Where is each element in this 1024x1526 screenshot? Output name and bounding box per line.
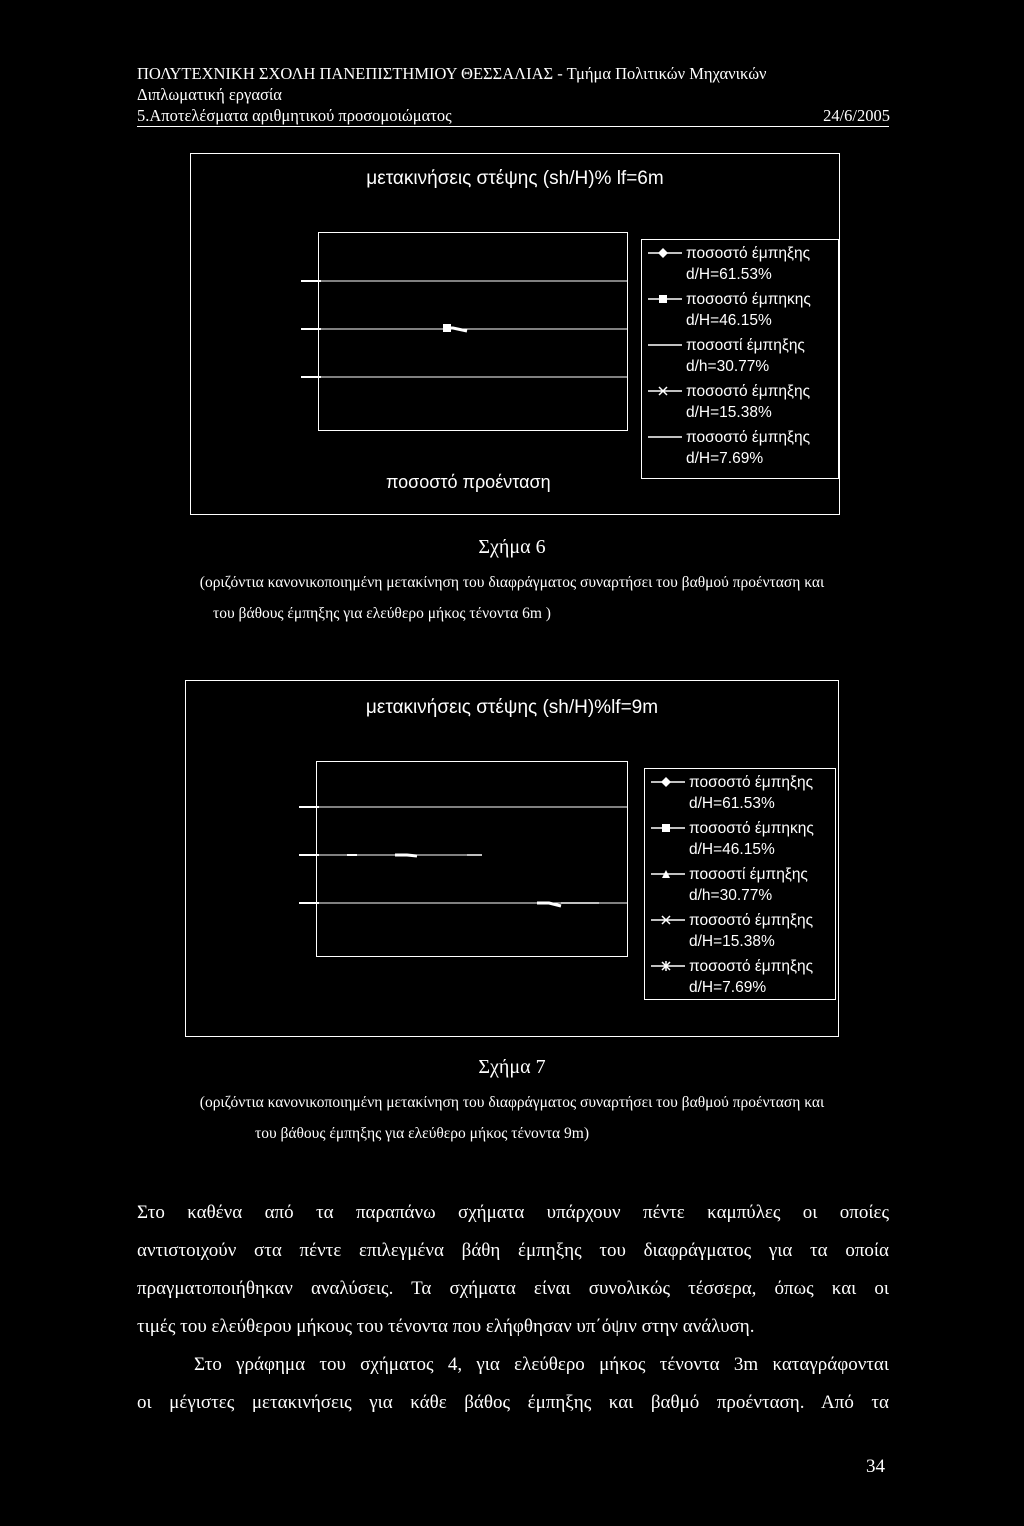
legend-label: ποσοστό έμπηξης	[689, 958, 814, 975]
axis-tick	[299, 854, 319, 856]
figure-7-title: Σχήμα 7	[478, 1056, 546, 1078]
legend-label: ποσοστί έμπηξης	[689, 866, 808, 883]
legend-marker-diamond-icon	[646, 245, 684, 261]
legend-label: ποσοστό έμπηξης	[686, 429, 811, 446]
chart-6-svg	[319, 233, 627, 430]
axis-tick	[301, 376, 321, 378]
axis-tick	[301, 328, 321, 330]
axis-tick	[301, 280, 321, 282]
legend-marker-star-icon	[649, 958, 687, 974]
series-line	[395, 855, 417, 856]
header-date: 24/6/2005	[823, 106, 890, 125]
chart-6-legend	[641, 239, 839, 479]
legend-marker-square-icon	[649, 820, 687, 836]
figure-7-caption-line-1: (οριζόντια κανονικοποιημένη μετακίνηση του διαφράγματος συναρτήσει του βαθμού προένταση και	[199, 1094, 825, 1111]
legend-value: d/H=46.15%	[686, 312, 772, 329]
body-line-5: Στο γράφημα του σχήματος 4, για ελεύθερο μήκος τένοντα 3m καταγράφονται	[194, 1354, 889, 1375]
legend-label: ποσοστό έμπηκης	[686, 291, 811, 308]
legend-label: ποσοστό έμπηξης	[689, 774, 814, 791]
body-line-3: πραγματοποιήθηκαν αναλύσεις. Τα σχήματα είναι συνολικώς τέσσερα, όπως και οι	[137, 1278, 889, 1299]
legend-value: d/H=61.53%	[689, 795, 775, 812]
body-line-6: οι μέγιστες μετακινήσεις για κάθε βάθος έμπηξης και βαθμό προένταση. Από τα	[137, 1392, 889, 1413]
legend-label: ποσοστό έμπηξης	[689, 912, 814, 929]
legend-value: d/H=7.69%	[686, 450, 764, 467]
legend-marker-square-icon	[646, 291, 684, 307]
legend-marker-triangle-icon	[649, 866, 687, 882]
legend-label: ποσοστί έμπηξης	[686, 337, 805, 354]
page-number: 34	[866, 1456, 885, 1477]
figure-6-caption-line-1: (οριζόντια κανονικοποιημένη μετακίνηση του διαφράγματος συναρτήσει του βαθμού προένταση και	[199, 574, 825, 591]
axis-tick	[299, 806, 319, 808]
legend-value: d/h=30.77%	[686, 358, 770, 375]
axis-tick	[299, 902, 319, 904]
chart-7-svg	[317, 762, 627, 956]
header-line-2: Διπλωματική εργασία	[137, 85, 282, 104]
chart-7-legend	[644, 768, 836, 1000]
legend-marker-diamond-icon	[649, 774, 687, 790]
legend-value: d/H=15.38%	[689, 933, 775, 950]
legend-label: ποσοστό έμπηξης	[686, 245, 811, 262]
chart-6-frame	[190, 153, 840, 515]
header-rule	[137, 126, 889, 127]
header-line-1: ΠΟΛΥΤΕΧΝΙΚΗ ΣΧΟΛΗ ΠΑΝΕΠΙΣΤΗΜΙΟΥ ΘΕΣΣΑΛΙΑΣ - Τμήμα Πολιτικών Μηχανικών	[137, 64, 767, 83]
legend-label: ποσοστό έμπηξης	[686, 383, 811, 400]
figure-7-caption-line-2: του βάθους έμπηξης για ελεύθερο μήκος τένοντα 9m)	[254, 1125, 590, 1142]
chart-7-frame	[185, 680, 839, 1037]
body-line-4: τιμές του ελεύθερου μήκους του τένοντα που ελήφθησαν υπ΄όψιν στην ανάλυση.	[137, 1316, 755, 1337]
body-paragraph	[137, 1194, 889, 1422]
legend-value: d/h=30.77%	[689, 887, 773, 904]
chart-6-title: μετακινήσεις στέψης (sh/H)% lf=6m	[366, 168, 664, 189]
legend-label: ποσοστό έμπηκης	[689, 820, 814, 837]
figure-6-title: Σχήμα 6	[478, 536, 546, 558]
legend-value: d/H=7.69%	[689, 979, 767, 996]
legend-value: d/H=15.38%	[686, 404, 772, 421]
header-section: 5.Αποτελέσματα αριθμητικού προσομοιώματος	[137, 106, 452, 125]
legend-value: d/H=61.53%	[686, 266, 772, 283]
series-marker	[443, 324, 451, 332]
chart-6-plot-area	[318, 232, 628, 431]
figure-6-caption-line-2: του βάθους έμπηξης για ελεύθερο μήκος τένοντα 6m )	[213, 605, 551, 622]
legend-marker-x-icon	[646, 383, 684, 399]
chart-7-plot-area	[316, 761, 628, 957]
chart-6-x-axis-label: ποσοστό προένταση	[386, 472, 551, 492]
body-line-2: αντιστοιχούν στα πέντε επιλεγμένα βάθη έμπηξης του διαφράγματος για τα οποία	[137, 1240, 889, 1261]
body-line-1: Στο καθένα από τα παραπάνω σχήματα υπάρχουν πέντε καμπύλες οι οποίες	[137, 1202, 889, 1223]
legend-marker-x-icon	[649, 912, 687, 928]
chart-7-title: μετακινήσεις στέψης (sh/H)%lf=9m	[365, 697, 659, 718]
legend-marker-line-icon	[646, 429, 684, 445]
legend-value: d/H=46.15%	[689, 841, 775, 858]
legend-marker-line-icon	[646, 337, 684, 353]
